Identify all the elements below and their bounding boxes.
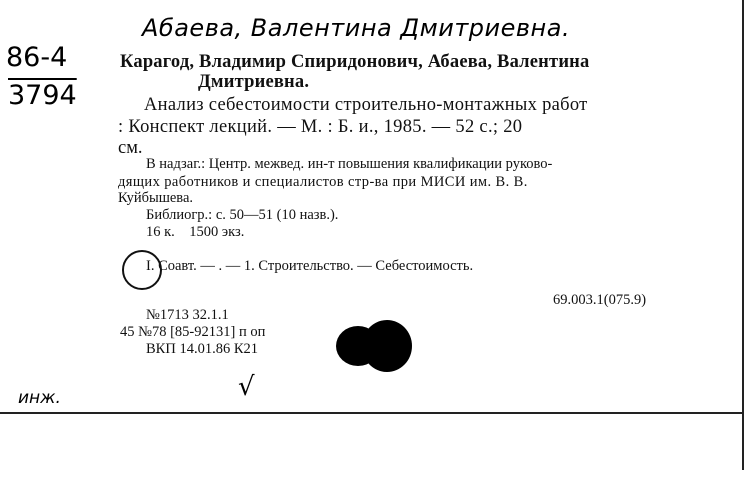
card-border-right [742, 0, 744, 470]
card-border-bottom [0, 412, 744, 414]
title-line-1: Анализ себестоимости строительно-монтажных работ [144, 95, 588, 115]
note-line-1: В надзаг.: Центр. межвед. ин-т повышения квалификации руково- [146, 156, 553, 172]
bibliography-note: Библиогр.: с. 50—51 (10 назв.). [146, 207, 339, 223]
call-number-2: 3794 [8, 80, 77, 111]
record-line-3: ВКП 14.01.86 К21 [146, 341, 258, 357]
handwritten-check-mark: √ [238, 372, 255, 402]
record-line-2: 45 №78 [85-92131] п оп [120, 324, 266, 340]
note-line-2: дящих работников и специалистов стр-ва при МИСИ им. В. В. [118, 174, 528, 190]
title-line-3: см. [118, 138, 143, 158]
handwritten-author-heading: Абаева, Валентина Дмитриевна. [142, 14, 571, 42]
ink-blot-right [362, 320, 412, 372]
price-and-run: 16 к. 1500 экз. [146, 224, 245, 240]
classification-index: 69.003.1(075.9) [553, 292, 647, 308]
record-line-1: №1713 32.1.1 [146, 307, 229, 323]
call-number-1: 86-4 [6, 42, 68, 73]
note-line-3: Куйбышева. [118, 190, 194, 206]
authors-line-1: Карагод, Владимир Спиридонович, Абаева, Валентина [120, 52, 590, 72]
authors-line-2: Дмитриевна. [198, 72, 310, 92]
title-line-2: : Конспект лекций. — М. : Б. и., 1985. — 52 с.; 20 [118, 117, 523, 137]
handwritten-note-bottom: инж. [18, 388, 61, 408]
tracing-line: I. Соавт. — . — 1. Строительство. — Себестоимость. [146, 258, 474, 274]
